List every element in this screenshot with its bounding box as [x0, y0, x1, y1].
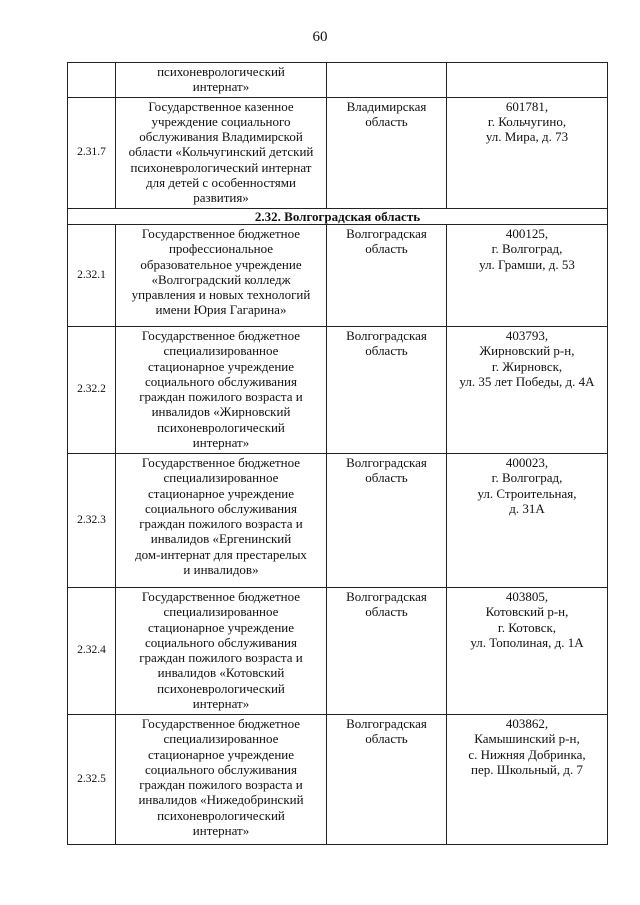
- institution-name: [116, 453, 327, 587]
- section-title: 2.32. Волгоградская область: [68, 208, 608, 224]
- address-line: 400023,: [505, 454, 549, 470]
- region: [327, 63, 447, 98]
- address-line: пер. Школьный, д. 7: [470, 761, 583, 777]
- institution-name-line: специализированное: [163, 470, 279, 486]
- institution-name-line: стационарное учреждение: [147, 358, 294, 374]
- institution-name-line: интернат»: [192, 823, 250, 839]
- table-row: [68, 224, 608, 326]
- institution-name-line: граждан пожилого возраста и: [139, 389, 303, 405]
- table-row: [68, 63, 608, 98]
- institution-name-line: стационарное учреждение: [147, 619, 294, 635]
- address-line: г. Котовск,: [497, 619, 557, 635]
- institution-name-line: специализированное: [163, 604, 279, 620]
- institution-name-line: граждан пожилого возраста и: [139, 777, 303, 793]
- institutions-table: [67, 62, 608, 845]
- region-line: область: [365, 113, 408, 129]
- institution-name-line: социального обслуживания: [145, 761, 297, 777]
- region-line: Волгоградская: [346, 454, 427, 470]
- institution-name-line: специализированное: [163, 343, 279, 359]
- address: [447, 224, 608, 326]
- region-line: область: [365, 343, 408, 359]
- row-number: 2.32.5: [68, 714, 116, 844]
- address: [447, 326, 608, 453]
- row-number: 2.32.2: [68, 326, 116, 453]
- institution-name: [116, 587, 327, 714]
- region-line: область: [365, 731, 408, 747]
- institution-name-line: области «Кольчугинский детский: [128, 144, 314, 160]
- institution-name-line: социального обслуживания: [145, 373, 297, 389]
- address-line: 403805,: [505, 588, 549, 604]
- address-line: ул. 35 лет Победы, д. 4А: [459, 373, 595, 389]
- institution-name-line: стационарное учреждение: [147, 746, 294, 762]
- institution-name-line: социального обслуживания: [145, 500, 297, 516]
- institution-name-line: инвалидов «Жирновский: [151, 404, 291, 420]
- institution-name-line: психоневрологический: [157, 419, 285, 435]
- region-line: Волгоградская: [346, 225, 427, 241]
- institution-name-line: развития»: [193, 190, 249, 206]
- institution-name-line: Государственное казенное: [148, 98, 294, 114]
- institution-name-line: учреждение социального: [151, 113, 291, 129]
- institution-name-line: интернат»: [192, 696, 250, 712]
- institution-name-line: инвалидов «Котовский: [157, 665, 285, 681]
- region: [327, 587, 447, 714]
- table-row: [68, 714, 608, 844]
- region: [327, 326, 447, 453]
- institution-name-line: инвалидов «Нижедобринский: [138, 792, 304, 808]
- region-line: Владимирская: [346, 98, 427, 114]
- institution-name-line: психоневрологический: [157, 64, 285, 79]
- address-line: с. Нижняя Добринка,: [468, 746, 586, 762]
- institution-name-line: и инвалидов»: [183, 562, 259, 578]
- address-line: д. 31А: [509, 500, 545, 516]
- page-number: 60: [312, 29, 328, 45]
- institution-name-line: управления и новых технологий: [131, 287, 311, 303]
- region: [327, 714, 447, 844]
- section-header-row: [68, 208, 608, 224]
- address: [447, 453, 608, 587]
- institution-name-line: психоневрологический: [157, 807, 285, 823]
- institution-name-line: образовательное учреждение: [140, 256, 302, 272]
- address: [447, 97, 608, 208]
- row-number: 2.32.1: [68, 224, 116, 326]
- region-line: область: [365, 604, 408, 620]
- address-line: Жирновский р-н,: [479, 343, 575, 359]
- institution-name-line: стационарное учреждение: [147, 485, 294, 501]
- region: [327, 97, 447, 208]
- address-line: г. Кольчугино,: [487, 113, 567, 129]
- institution-name-line: Государственное бюджетное: [141, 588, 301, 604]
- address-line: 403862,: [505, 715, 549, 731]
- region: [327, 453, 447, 587]
- table-row: [68, 97, 608, 208]
- table-row: [68, 326, 608, 453]
- institution-name-line: интернат»: [192, 435, 250, 451]
- institution-name-line: Государственное бюджетное: [141, 715, 301, 731]
- region-line: Волгоградская: [346, 715, 427, 731]
- region-line: область: [365, 241, 408, 257]
- institution-name-line: Государственное бюджетное: [141, 454, 301, 470]
- address-line: г. Волгоград,: [491, 470, 563, 486]
- address-line: 400125,: [505, 225, 549, 241]
- table-row: [68, 587, 608, 714]
- institution-name-line: «Волгоградский колледж: [151, 271, 291, 287]
- address: [447, 63, 608, 98]
- institution-name-line: для детей с особенностями: [146, 175, 296, 191]
- region-line: Волгоградская: [346, 588, 427, 604]
- institution-name-line: интернат»: [192, 79, 250, 95]
- table-row: [68, 453, 608, 587]
- row-number: [68, 63, 116, 98]
- row-number: 2.32.4: [68, 587, 116, 714]
- institution-name-line: имени Юрия Гагарина»: [155, 302, 287, 318]
- institution-name: [116, 326, 327, 453]
- address-line: 403793,: [505, 327, 549, 343]
- institution-name-line: инвалидов «Ергенинский: [150, 531, 292, 547]
- table-body: [68, 63, 608, 845]
- address-line: 601781,: [505, 98, 549, 114]
- institution-name-line: Государственное бюджетное: [141, 225, 301, 241]
- institution-name: [116, 63, 327, 98]
- institution-name-line: специализированное: [163, 731, 279, 747]
- institution-name-line: профессиональное: [168, 241, 274, 257]
- address-line: ул. Строительная,: [477, 485, 577, 501]
- address-line: г. Жирновск,: [491, 358, 563, 374]
- institution-name-line: социального обслуживания: [145, 634, 297, 650]
- institution-name-line: граждан пожилого возраста и: [139, 650, 303, 666]
- institution-name-line: психоневрологический интернат: [130, 159, 312, 175]
- region: [327, 224, 447, 326]
- institution-name: [116, 224, 327, 326]
- institution-name-line: Государственное бюджетное: [141, 327, 301, 343]
- address: [447, 714, 608, 844]
- region-line: Волгоградская: [346, 327, 427, 343]
- institution-name-line: психоневрологический: [157, 680, 285, 696]
- institution-name-line: граждан пожилого возраста и: [139, 516, 303, 532]
- address-line: Камышинский р-н,: [474, 731, 580, 747]
- institution-name: [116, 714, 327, 844]
- address-line: ул. Мира, д. 73: [485, 129, 569, 145]
- row-number: 2.31.7: [68, 97, 116, 208]
- address-line: Котовский р-н,: [485, 604, 569, 620]
- institution-name-line: обслуживания Владимирской: [139, 129, 303, 145]
- row-number: 2.32.3: [68, 453, 116, 587]
- address-line: г. Волгоград,: [491, 241, 563, 257]
- region-line: область: [365, 470, 408, 486]
- institution-name-line: дом-интернат для престарелых: [135, 546, 307, 562]
- address-line: ул. Грамши, д. 53: [479, 256, 575, 272]
- address-line: ул. Тополиная, д. 1А: [470, 634, 584, 650]
- institution-name: [116, 97, 327, 208]
- address: [447, 587, 608, 714]
